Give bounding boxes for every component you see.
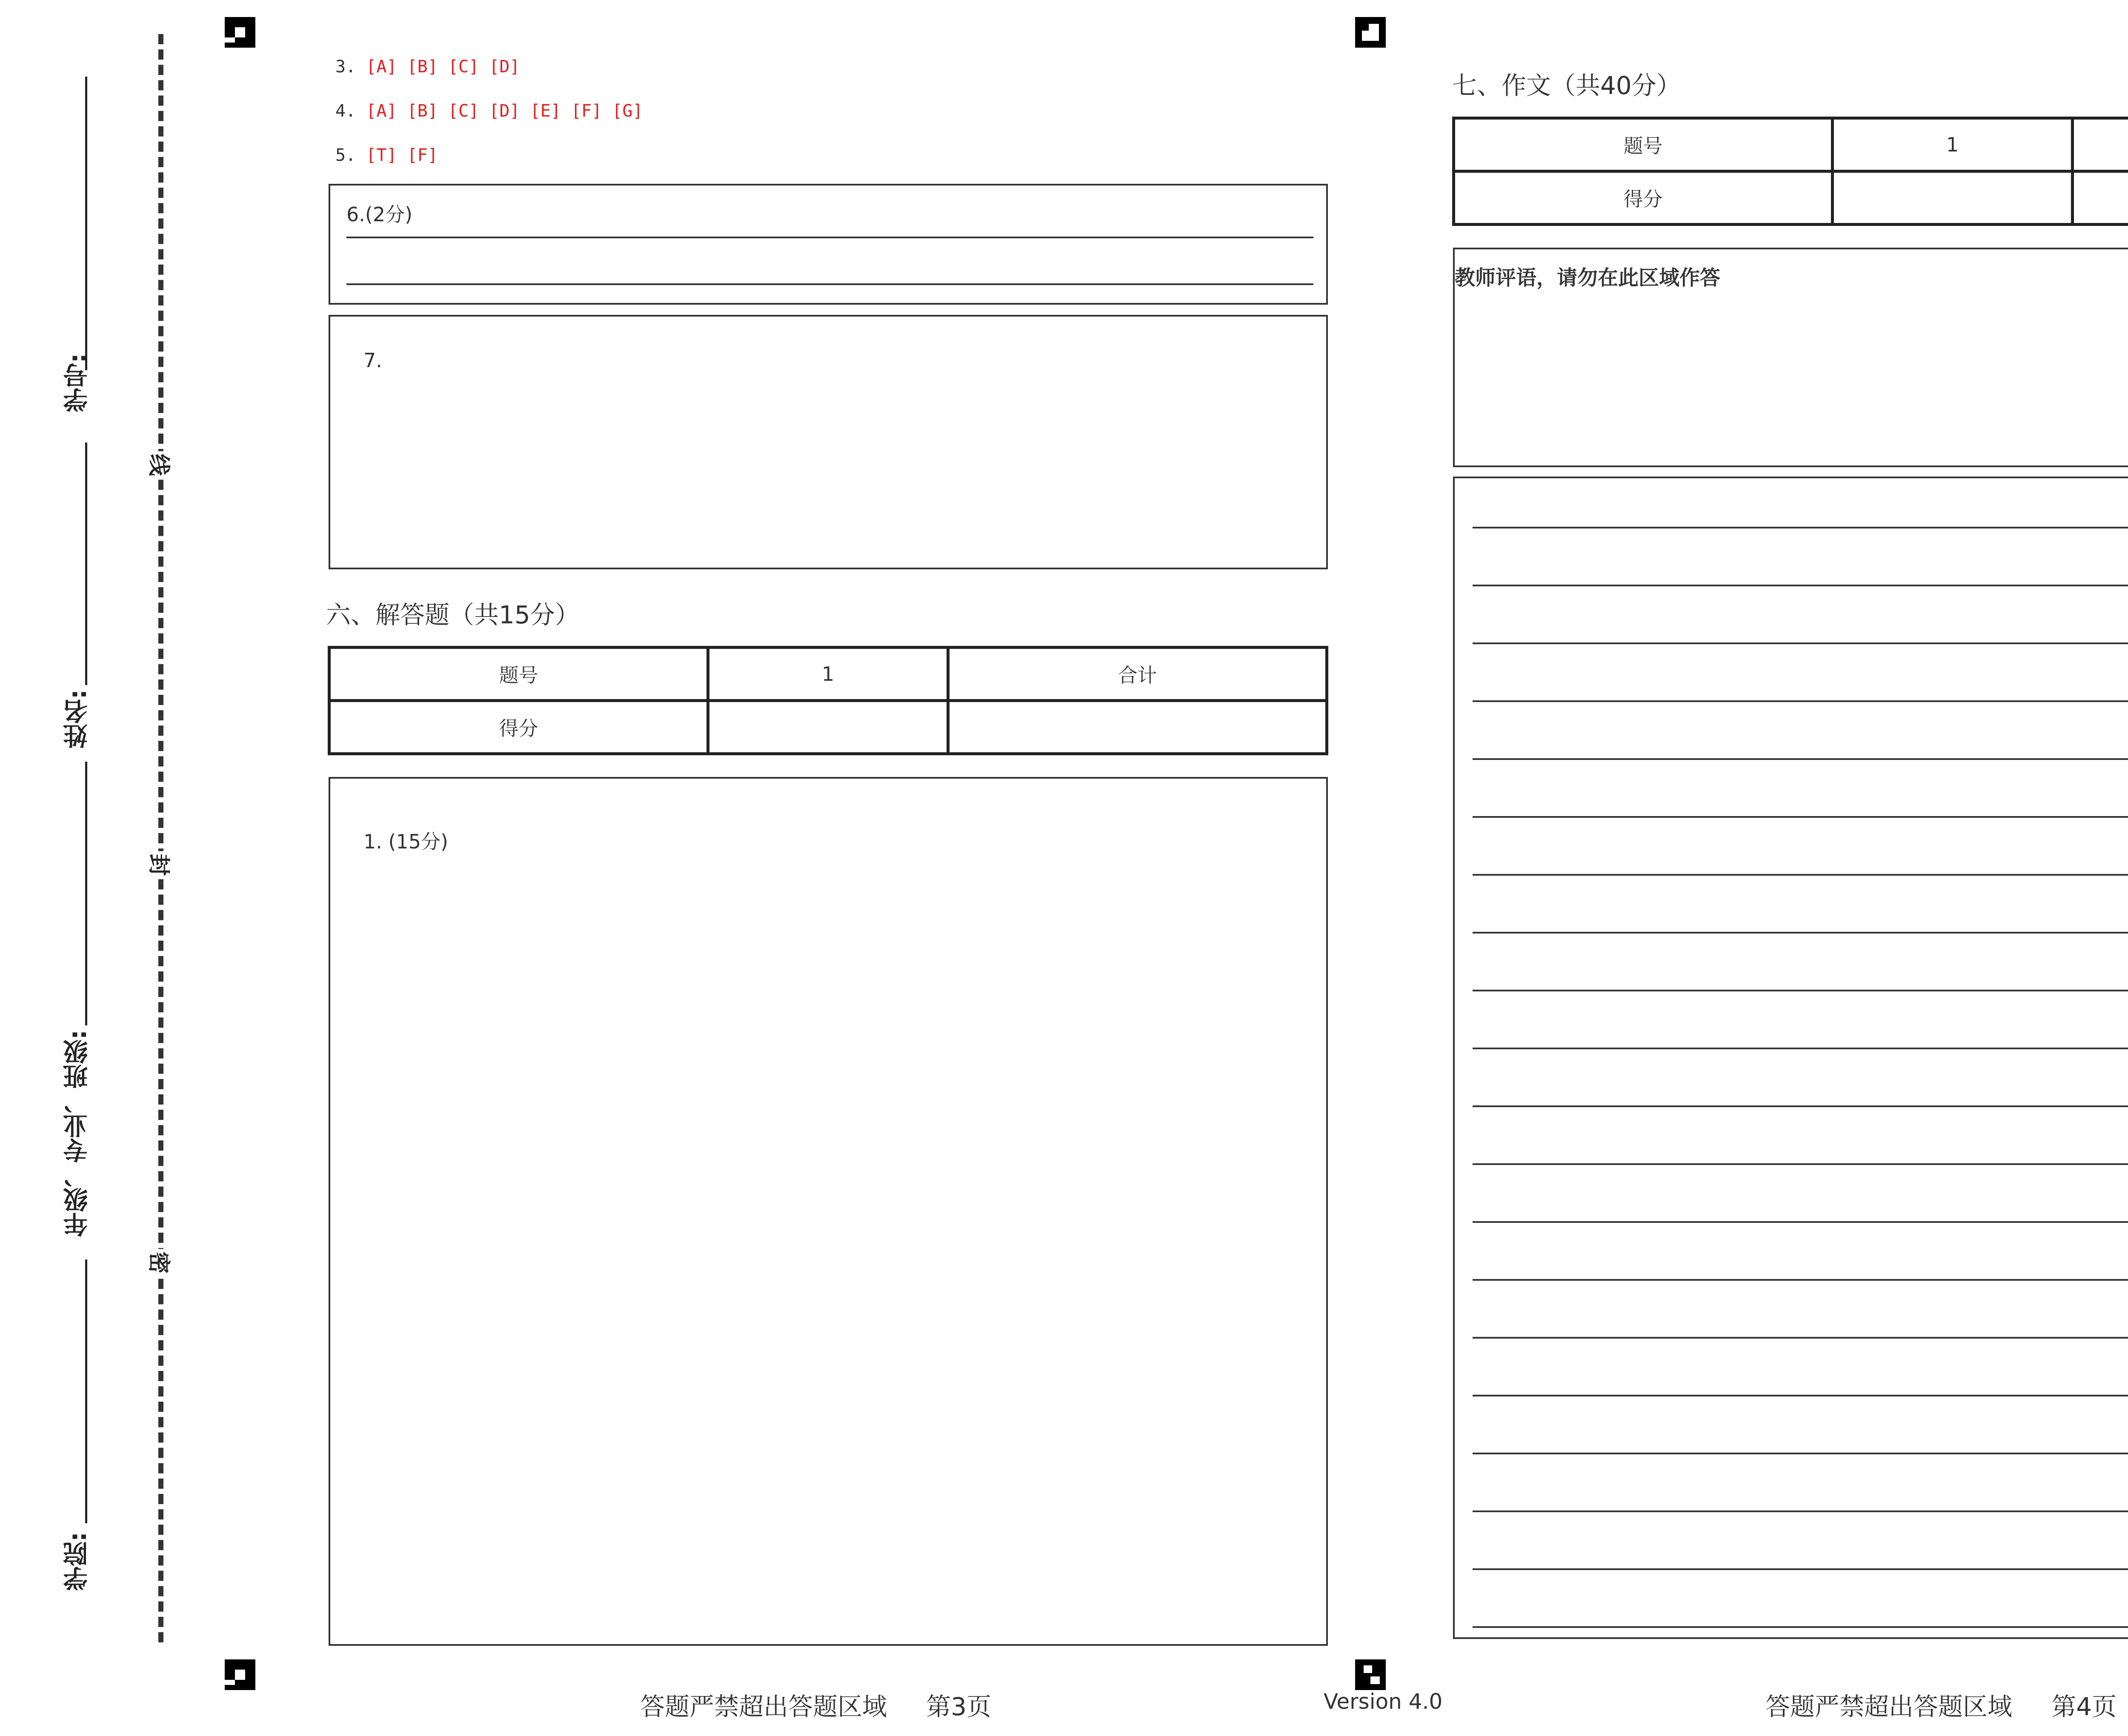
choice-options[interactable]: [A] [B] [C] [D] [366,57,520,77]
page3-footer: 答题严禁超出答题区域 第3页 [640,1692,992,1721]
q7-label: 7. [363,349,382,372]
essay-writing-line [1473,1395,2128,1396]
essay-writing-line [1473,1510,2128,1512]
section6-title: 六、解答题（共15分） [326,600,580,629]
score-total-cell[interactable] [2073,171,2128,225]
essay-writing-line [1473,1221,2128,1223]
table-header-cell: 1 [1833,118,2073,171]
essay-writing-line [1473,874,2128,876]
page4-footer: 答题严禁超出答题区域 第4页 [1765,1692,2117,1721]
section6-score-table [328,646,1328,755]
student-id-label: 学号: [63,353,92,413]
essay-writing-line [1473,527,2128,528]
essay-writing-line [1473,1337,2128,1339]
choice-row-4: 4. [A] [B] [C] [D] [E] [F] [G] [335,101,643,121]
q6-answer-box[interactable] [329,184,1328,305]
essay-writing-box[interactable] [1453,477,2128,1639]
essay-writing-line [1473,1626,2128,1628]
essay-writing-line [1473,1568,2128,1570]
essay-writing-line [1473,932,2128,934]
table-header-cell: 合计 [948,648,1327,701]
seal-char-seal: 封 [141,851,181,879]
essay-writing-line [1473,642,2128,644]
table-row [1454,171,2128,225]
college-label: 学院: [63,1532,92,1591]
table-header-cell: 题号 [1454,118,1833,171]
choice-row-3: 3. [A] [B] [C] [D] [335,57,520,77]
binding-field-line [85,77,87,370]
section6-q1-label: 1. (15分) [363,830,448,853]
seal-char-line: 线 [141,451,181,479]
score-total-cell[interactable] [948,701,1327,754]
table-row [329,648,1327,701]
score-input-cell[interactable] [1833,171,2073,225]
score-label-cell: 得分 [329,701,708,754]
section7-title: 七、作文（共40分） [1452,71,1681,100]
table-header-cell: 1 [708,648,948,701]
choice-row-5: 5. [T] [F] [335,146,438,165]
choice-options[interactable]: [T] [F] [366,146,438,165]
binding-field-line [85,443,87,685]
essay-writing-line [1473,1453,2128,1454]
name-label: 姓名: [63,689,92,749]
teacher-comment-label: 教师评语，请勿在此区域作答 [1455,266,1721,290]
table-header-cell [2073,118,2128,171]
q6-answer-line [346,237,1313,238]
essay-writing-line [1473,1105,2128,1107]
corner-marker-top-left [225,17,255,48]
binding-dashed-line [158,34,163,1642]
table-header-cell: 题号 [329,648,708,701]
binding-field-line [85,762,87,1025]
grade-major-class-label: 年级、专业、班级: [63,1030,92,1237]
essay-writing-line [1473,700,2128,702]
version-label: Version 4.0 [1324,1689,1443,1714]
score-input-cell[interactable] [708,701,948,754]
corner-marker-bottom-middle [1355,1659,1386,1690]
choice-options[interactable]: [A] [B] [C] [D] [E] [F] [G] [366,101,643,121]
q6-label: 6.(2分) [346,203,413,226]
section6-q1-answer-box[interactable] [329,777,1328,1646]
essay-writing-line [1473,1163,2128,1165]
q7-answer-box[interactable] [329,315,1328,569]
section7-score-table [1452,117,2128,226]
seal-char-secret: 密 [141,1249,181,1276]
essay-writing-line [1473,1048,2128,1049]
table-row [1454,118,2128,171]
corner-marker-bottom-left [225,1659,255,1690]
essay-writing-line [1473,758,2128,760]
essay-writing-line [1473,585,2128,586]
essay-writing-line [1473,1279,2128,1281]
score-label-cell: 得分 [1454,171,1833,225]
essay-writing-line [1473,816,2128,818]
essay-writing-line [1473,990,2128,991]
table-row [329,701,1327,754]
binding-field-line [85,1259,87,1523]
q6-answer-line [346,283,1313,285]
corner-marker-top-middle [1355,17,1386,48]
